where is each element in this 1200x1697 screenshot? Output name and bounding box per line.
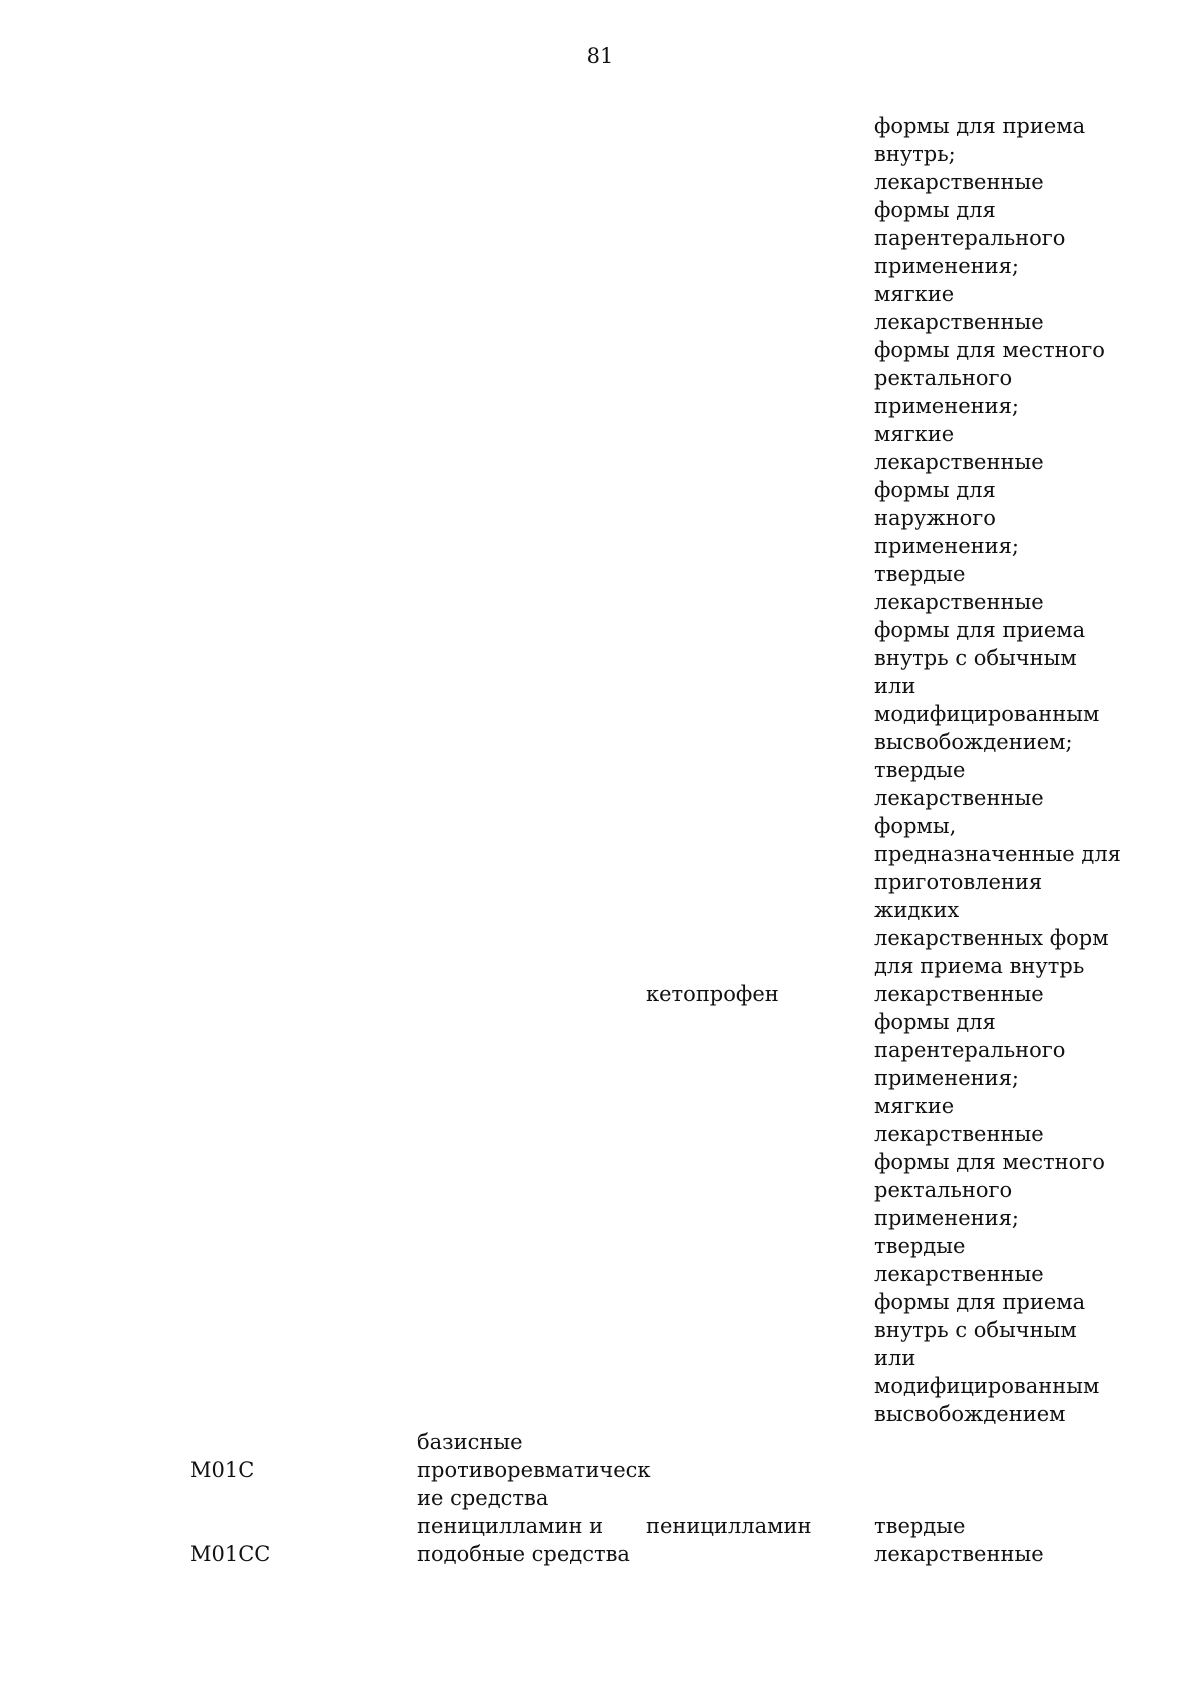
atc-code-cell: M01C — [190, 1458, 255, 1482]
table-row — [0, 112, 1200, 980]
group-name-cell: базисные противоревматическ ие средства — [417, 1430, 651, 1510]
atc-code-cell: M01CC — [190, 1542, 271, 1566]
table-row — [0, 980, 1200, 1428]
dosage-forms-cell: формы для приема внутрь; лекарственные формы для парентерального применения; мягкие лекарственные формы для местного ректального применения; мягкие лекарственные формы для наружного применения; твердые лекарственные формы для приема внутрь с обычным или модифицированным высвобождением; твердые лекарственные формы, предназначенные для приготовления жидких лекарственных форм для приема внутрь — [874, 114, 1121, 978]
table-row — [0, 1428, 1200, 1512]
dosage-forms-cell: твердые лекарственные — [874, 1514, 1044, 1566]
drug-name-cell: пеницилламин — [646, 1514, 812, 1538]
table-row — [0, 1512, 1200, 1568]
drug-name-cell: кетопрофен — [646, 982, 779, 1006]
page-number: 81 — [586, 44, 614, 68]
group-name-cell: пеницилламин и подобные средства — [417, 1514, 630, 1566]
dosage-forms-cell: лекарственные формы для парентерального применения; мягкие лекарственные формы для местного ректального применения; твердые лекарственные формы для приема внутрь с обычным или модифицированным высвобождением — [874, 982, 1105, 1426]
